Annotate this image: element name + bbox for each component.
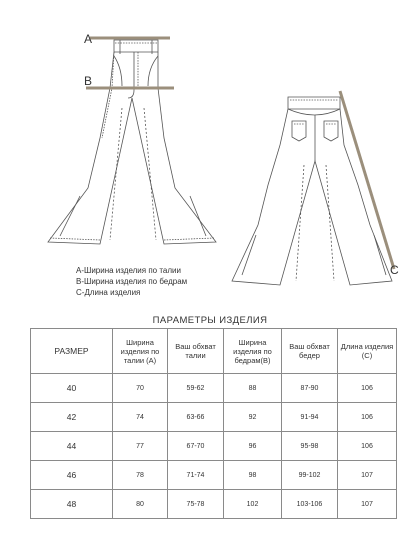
legend-item-a: A-Ширина изделия по талии: [76, 266, 181, 275]
cell-your-hips: 87-90: [282, 374, 338, 403]
cell-hip-width: 102: [224, 490, 282, 519]
cell-size: 46: [31, 461, 113, 490]
legend-item-b: B-Ширина изделия по бедрам: [76, 277, 188, 286]
table-row: [31, 490, 397, 519]
cell-waist-width: 78: [113, 461, 168, 490]
cell-length: 106: [338, 432, 397, 461]
marker-c-label: C: [390, 263, 399, 277]
cell-size: 40: [31, 374, 113, 403]
cell-your-waist: 63-66: [168, 403, 224, 432]
marker-b-label: B: [84, 74, 93, 88]
marker-a-label: A: [84, 32, 93, 46]
cell-size: 44: [31, 432, 113, 461]
cell-your-hips: 91-94: [282, 403, 338, 432]
header-size: РАЗМЕР: [31, 329, 113, 374]
cell-your-hips: 99-102: [282, 461, 338, 490]
measurement-legend: [76, 265, 187, 298]
legend-item-c: C-Длина изделия: [76, 288, 141, 297]
length-measure-line: [340, 91, 394, 269]
front-view-sketch: [40, 28, 220, 258]
cell-your-waist: 59-62: [168, 374, 224, 403]
cell-hip-width: 92: [224, 403, 282, 432]
cell-length: 106: [338, 403, 397, 432]
cell-waist-width: 77: [113, 432, 168, 461]
cell-hip-width: 96: [224, 432, 282, 461]
header-your-hips: Ваш обхват бедер: [282, 329, 338, 374]
cell-your-hips: 95-98: [282, 432, 338, 461]
cell-your-waist: 75-78: [168, 490, 224, 519]
table-row: [31, 374, 397, 403]
table-row: [31, 461, 397, 490]
cell-waist-width: 70: [113, 374, 168, 403]
cell-length: 107: [338, 490, 397, 519]
table-row: [31, 403, 397, 432]
header-length: Длина изделия (С): [338, 329, 397, 374]
size-parameters-table: [30, 328, 397, 519]
table-header-row: [31, 329, 397, 374]
cell-hip-width: 88: [224, 374, 282, 403]
cell-hip-width: 98: [224, 461, 282, 490]
cell-length: 106: [338, 374, 397, 403]
cell-waist-width: 80: [113, 490, 168, 519]
header-your-waist: Ваш обхват талии: [168, 329, 224, 374]
cell-size: 42: [31, 403, 113, 432]
cell-your-waist: 71-74: [168, 461, 224, 490]
cell-length: 107: [338, 461, 397, 490]
back-view-sketch: [220, 85, 400, 300]
table-title: ПАРАМЕТРЫ ИЗДЕЛИЯ: [152, 315, 268, 326]
table-row: [31, 432, 397, 461]
header-waist-width: Ширина изделия по талии (А): [113, 329, 168, 374]
cell-your-hips: 103-106: [282, 490, 338, 519]
cell-size: 48: [31, 490, 113, 519]
cell-your-waist: 67-70: [168, 432, 224, 461]
header-hip-width: Ширина изделия по бедрам(B): [224, 329, 282, 374]
cell-waist-width: 74: [113, 403, 168, 432]
